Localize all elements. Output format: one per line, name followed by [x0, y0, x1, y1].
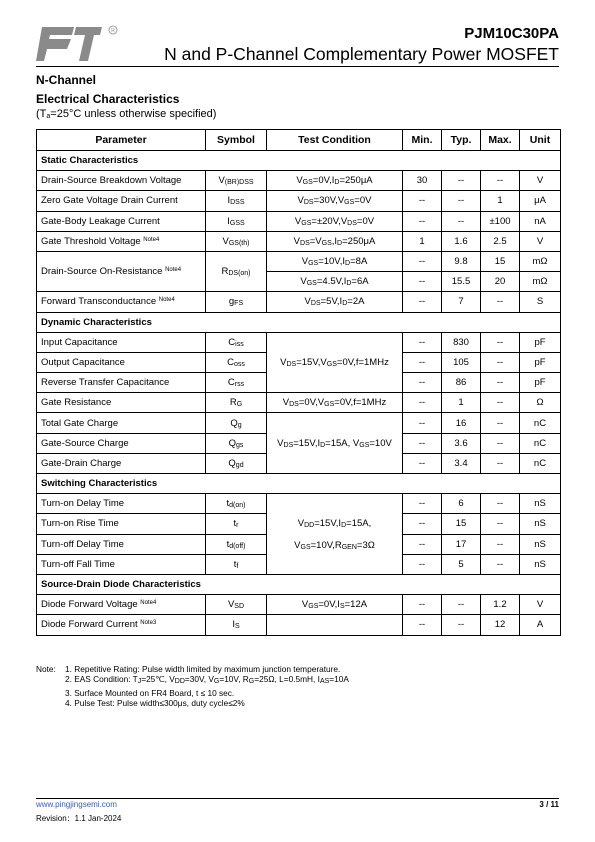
unit-cell: nC — [520, 433, 561, 453]
typ-cell: 5 — [442, 554, 481, 574]
typ-cell: 17 — [442, 534, 481, 554]
table-body — [37, 151, 561, 636]
condition-cell: $V_{DS}=5V,I_D=2A$ — [267, 292, 403, 312]
min-cell: -- — [403, 615, 442, 635]
parameter-cell: Gate Resistance — [37, 393, 206, 413]
website-link[interactable]: www.pingjingsemi.com — [36, 800, 117, 809]
column-header: Typ. — [442, 130, 481, 151]
condition-cell: $V_{GS}=4.5V,I_D=6A$ — [267, 272, 403, 292]
parameter-cell: Drain-Source Breakdown Voltage — [37, 171, 206, 191]
typ-cell: 3.6 — [442, 433, 481, 453]
symbol-cell: $t_r$ — [206, 514, 267, 534]
document-subtitle: N and P-Channel Complementary Power MOSFET — [164, 44, 559, 64]
condition-cell — [267, 615, 403, 635]
symbol-cell: $I_{GSS}$ — [206, 211, 267, 231]
typ-cell: 7 — [442, 292, 481, 312]
max-cell: 1.2 — [481, 595, 520, 615]
min-cell: -- — [403, 352, 442, 372]
min-cell: 1 — [403, 231, 442, 251]
symbol-cell: $I_S$ — [206, 615, 267, 635]
symbol-cell: $R_{DS(on)}$ — [206, 251, 267, 291]
unit-cell: nC — [520, 453, 561, 473]
page-number: 3 / 11 — [539, 800, 559, 809]
note-text: 2. EAS Condition: $T_J=25℃$, $V_{DD}=30V$, $V_G=10V$, $R_G=25\Omega$, L=0.5mH, $I_{AS}=10A$ — [65, 674, 349, 686]
max-cell: -- — [481, 554, 520, 574]
parameter-cell: Gate-Body Leakage Current — [37, 211, 206, 231]
condition-cell: $V_{DD}=15V,I_D=15A$, $V_{GS}=10V,R_{GEN}=3\Omega$ — [267, 494, 403, 575]
channel-heading: N-Channel — [36, 73, 96, 87]
column-header: Parameter — [37, 130, 206, 151]
max-cell: -- — [481, 373, 520, 393]
symbol-cell: $g_{FS}$ — [206, 292, 267, 312]
typ-cell: -- — [442, 211, 481, 231]
parameter-cell: Output Capacitance — [37, 352, 206, 372]
column-header: Unit — [520, 130, 561, 151]
symbol-cell: $R_G$ — [206, 393, 267, 413]
condition-cell: $V_{DS}=0V,V_{GS}=0V,f=1MHz$ — [267, 393, 403, 413]
min-cell: -- — [403, 413, 442, 433]
parameter-cell: Gate-Source Charge — [37, 433, 206, 453]
column-header: Min. — [403, 130, 442, 151]
typ-cell: -- — [442, 595, 481, 615]
parameter-cell: Input Capacitance — [37, 332, 206, 352]
min-cell: 30 — [403, 171, 442, 191]
typ-cell: 3.4 — [442, 453, 481, 473]
min-cell: -- — [403, 292, 442, 312]
note-item — [36, 698, 349, 708]
part-number: PJM10C30PA — [464, 25, 559, 42]
max-cell: -- — [481, 332, 520, 352]
parameter-cell: Diode Forward Current $^{Note3}$ — [37, 615, 206, 635]
symbol-cell: $Q_{gs}$ — [206, 433, 267, 453]
table-row — [37, 171, 561, 191]
parameter-cell: Turn-off Fall Time — [37, 554, 206, 574]
min-cell: -- — [403, 393, 442, 413]
max-cell: -- — [481, 393, 520, 413]
section-title-cell: Switching Characteristics — [37, 474, 561, 494]
section-row — [37, 474, 561, 494]
min-cell: -- — [403, 494, 442, 514]
table-header-row — [37, 130, 561, 151]
column-header: Test Condition — [267, 130, 403, 151]
max-cell: -- — [481, 413, 520, 433]
unit-cell: pF — [520, 373, 561, 393]
min-cell: -- — [403, 191, 442, 211]
parameter-cell: Drain-Source On-Resistance $^{Note4}$ — [37, 251, 206, 291]
typ-cell: 6 — [442, 494, 481, 514]
table-row — [37, 211, 561, 231]
section-row — [37, 574, 561, 594]
note-label: Note: — [36, 664, 56, 674]
table-row — [37, 231, 561, 251]
typ-cell: 1.6 — [442, 231, 481, 251]
table-row — [37, 191, 561, 211]
min-cell: -- — [403, 453, 442, 473]
max-cell: 2.5 — [481, 231, 520, 251]
typ-cell: 830 — [442, 332, 481, 352]
unit-cell: V — [520, 231, 561, 251]
footer-divider — [36, 798, 559, 799]
symbol-cell: $V_{GS(th)}$ — [206, 231, 267, 251]
typ-cell: -- — [442, 171, 481, 191]
typ-cell: 15.5 — [442, 272, 481, 292]
unit-cell: pF — [520, 352, 561, 372]
unit-cell: mΩ — [520, 251, 561, 271]
header-divider — [36, 66, 559, 67]
note-label — [36, 688, 65, 698]
unit-cell: mΩ — [520, 272, 561, 292]
svg-text:R: R — [111, 28, 115, 34]
table-row — [37, 292, 561, 312]
note-item — [36, 688, 349, 698]
typ-cell: -- — [442, 615, 481, 635]
typ-cell: 15 — [442, 514, 481, 534]
unit-cell: Ω — [520, 393, 561, 413]
min-cell: -- — [403, 595, 442, 615]
table-row — [37, 595, 561, 615]
note-label — [36, 674, 65, 687]
parameter-cell: Reverse Transfer Capacitance — [37, 373, 206, 393]
max-cell: -- — [481, 453, 520, 473]
min-cell: -- — [403, 433, 442, 453]
section-title-cell: Source-Drain Diode Characteristics — [37, 574, 561, 594]
unit-cell: nS — [520, 494, 561, 514]
max-cell: 1 — [481, 191, 520, 211]
table-row — [37, 615, 561, 635]
unit-cell: nS — [520, 534, 561, 554]
section-row — [37, 312, 561, 332]
max-cell: -- — [481, 494, 520, 514]
table-row — [37, 413, 561, 433]
max-cell: 20 — [481, 272, 520, 292]
min-cell: -- — [403, 534, 442, 554]
max-cell: -- — [481, 171, 520, 191]
min-cell: -- — [403, 332, 442, 352]
symbol-cell: $t_f$ — [206, 554, 267, 574]
symbol-cell: $V_{SD}$ — [206, 595, 267, 615]
typ-cell: -- — [442, 191, 481, 211]
unit-cell: V — [520, 171, 561, 191]
condition-cell: $V_{GS}=\pm 20V,V_{DS}=0V$ — [267, 211, 403, 231]
unit-cell: S — [520, 292, 561, 312]
max-cell: -- — [481, 292, 520, 312]
symbol-cell: $Q_{gd}$ — [206, 453, 267, 473]
max-cell: -- — [481, 534, 520, 554]
condition-cell: $V_{GS}=0V,I_S=12A$ — [267, 595, 403, 615]
max-cell: ±100 — [481, 211, 520, 231]
column-header: Symbol — [206, 130, 267, 151]
symbol-cell: $C_{oss}$ — [206, 352, 267, 372]
parameter-cell: Gate Threshold Voltage $^{Note4}$ — [37, 231, 206, 251]
parameter-cell: Turn-on Rise Time — [37, 514, 206, 534]
unit-cell: pF — [520, 332, 561, 352]
section-row — [37, 151, 561, 171]
unit-cell: nS — [520, 514, 561, 534]
parameter-cell: Gate-Drain Charge — [37, 453, 206, 473]
unit-cell: nS — [520, 554, 561, 574]
min-cell: -- — [403, 272, 442, 292]
electrical-characteristics-table — [36, 129, 561, 636]
min-cell: -- — [403, 211, 442, 231]
section-title: Electrical Characteristics — [36, 92, 180, 106]
symbol-cell: $V_{(BR)DSS}$ — [206, 171, 267, 191]
note-item — [36, 674, 349, 687]
max-cell: -- — [481, 433, 520, 453]
condition-cell: $V_{GS}=0V,I_D=250\mu A$ — [267, 171, 403, 191]
parameter-cell: Diode Forward Voltage $^{Note4}$ — [37, 595, 206, 615]
note-text: 4. Pulse Test: Pulse width≤300μs, duty cycle≤2% — [65, 697, 245, 708]
test-condition-note: ($T_a=25^\circ C$ unless otherwise specified) — [36, 108, 217, 120]
condition-cell: $V_{DS}=15V,I_D=15A$, $V_{GS}=10V$ — [267, 413, 403, 474]
unit-cell: μA — [520, 191, 561, 211]
table-row — [37, 393, 561, 413]
min-cell: -- — [403, 554, 442, 574]
typ-cell: 86 — [442, 373, 481, 393]
symbol-cell: $C_{rss}$ — [206, 373, 267, 393]
symbol-cell: $C_{iss}$ — [206, 332, 267, 352]
section-title-cell: Dynamic Characteristics — [37, 312, 561, 332]
max-cell: 15 — [481, 251, 520, 271]
note-text: 3. Surface Mounted on FR4 Board, t ≤ 10 sec. — [65, 687, 235, 698]
parameter-cell: Zero Gate Voltage Drain Current — [37, 191, 206, 211]
notes — [36, 664, 349, 708]
condition-cell: $V_{DS}=V_{GS},I_D=250\mu A$ — [267, 231, 403, 251]
note-text: 1. Repetitive Rating: Pulse width limited by maximum junction temperature. — [65, 664, 341, 674]
unit-cell: nC — [520, 413, 561, 433]
symbol-cell: $t_{d(off)}$ — [206, 534, 267, 554]
typ-cell: 105 — [442, 352, 481, 372]
unit-cell: nA — [520, 211, 561, 231]
typ-cell: 9.8 — [442, 251, 481, 271]
note-item — [36, 664, 349, 674]
min-cell: -- — [403, 373, 442, 393]
section-title-cell: Static Characteristics — [37, 151, 561, 171]
table-row — [37, 251, 561, 271]
parameter-cell: Turn-on Delay Time — [37, 494, 206, 514]
table-row — [37, 494, 561, 514]
max-cell: 12 — [481, 615, 520, 635]
parameter-cell: Turn-off Delay Time — [37, 534, 206, 554]
min-cell: -- — [403, 514, 442, 534]
min-cell: -- — [403, 251, 442, 271]
revision-text: Revision：1.1 Jan-2024 — [36, 814, 122, 823]
condition-cell: $V_{GS}=10V,I_D=8A$ — [267, 251, 403, 271]
table-row — [37, 332, 561, 352]
condition-cell: $V_{DS}=30V,V_{GS}=0V$ — [267, 191, 403, 211]
symbol-cell: $t_{d(on)}$ — [206, 494, 267, 514]
typ-cell: 16 — [442, 413, 481, 433]
note-label — [36, 698, 65, 708]
parameter-cell: Forward Transconductance $^{Note4}$ — [37, 292, 206, 312]
unit-cell: A — [520, 615, 561, 635]
condition-cell: $V_{DS}=15V,V_{GS}=0V,f=1MHz$ — [267, 332, 403, 393]
column-header: Max. — [481, 130, 520, 151]
max-cell: -- — [481, 514, 520, 534]
company-logo — [36, 25, 118, 63]
typ-cell: 1 — [442, 393, 481, 413]
parameter-cell: Total Gate Charge — [37, 413, 206, 433]
unit-cell: V — [520, 595, 561, 615]
symbol-cell: $Q_g$ — [206, 413, 267, 433]
max-cell: -- — [481, 352, 520, 372]
symbol-cell: $I_{DSS}$ — [206, 191, 267, 211]
